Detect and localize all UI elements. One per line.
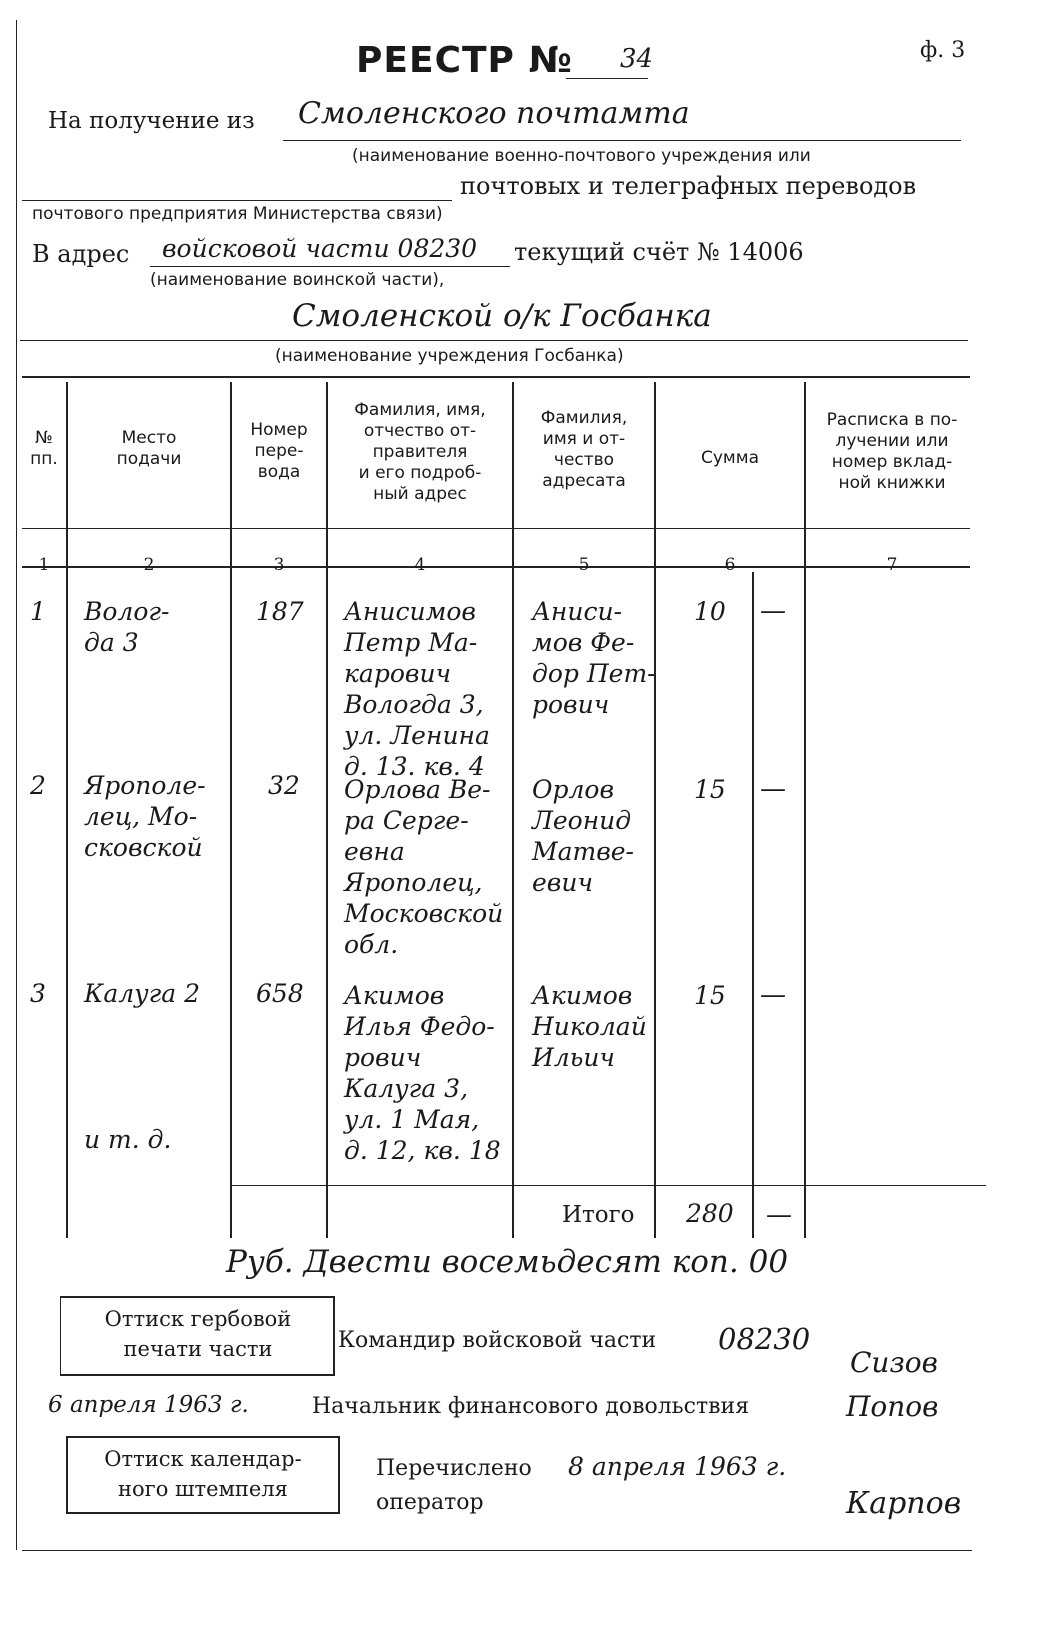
document-date: 6 апреля 1963 г. <box>48 1392 249 1418</box>
etc-note: и т. д. <box>84 1125 172 1154</box>
header-recipient: Фамилия, имя и от- чество адресата <box>540 408 628 491</box>
address-unit: войсковой части 08230 <box>162 234 478 263</box>
register-number: 34 <box>620 44 654 74</box>
page-left-border <box>16 20 17 1550</box>
row-1-recipient: Аниси- мов Фе- дор Пет- рович <box>532 597 656 719</box>
bank-name: Смоленской о/к Госбанка <box>292 298 712 334</box>
header-transfer-no: Номер пере- вода <box>250 420 308 482</box>
row-2-num: 2 <box>30 771 46 800</box>
row-3-recipient: Акимов Николай Ильич <box>532 981 647 1072</box>
from-caption-1: (наименование военно-почтового учреждения или <box>352 146 811 166</box>
row-2-transfer-no: 32 <box>268 771 300 800</box>
total-kop: — <box>766 1200 792 1230</box>
col-divider-4 <box>512 382 514 1238</box>
row-1-sender: Анисимов Петр Ма- карович Вологда 3, ул. Ленина д. 13. кв. 4 <box>344 597 490 781</box>
total-label: Итого <box>562 1202 635 1228</box>
col-divider-1 <box>66 382 68 1238</box>
transferred-date: 8 апреля 1963 г. <box>568 1452 787 1481</box>
amount-in-words: Руб. Двести восемьдесят коп. 00 <box>226 1244 789 1280</box>
column-number: 2 <box>143 555 155 575</box>
total-rub: 280 <box>686 1199 734 1228</box>
page-bottom-border <box>22 1550 972 1551</box>
row-1-amount-kop: — <box>760 596 786 626</box>
col-divider-3 <box>326 382 328 1238</box>
bank-underline <box>20 340 968 341</box>
header-amount: Сумма <box>701 448 759 468</box>
row-1-amount-rub: 10 <box>694 597 726 626</box>
row-3-transfer-no: 658 <box>256 979 304 1008</box>
form-code: ф. 3 <box>920 38 966 63</box>
row-3-amount-kop: — <box>760 980 786 1010</box>
column-number: 1 <box>38 555 50 575</box>
row-3-amount-rub: 15 <box>694 981 726 1010</box>
table-top-border <box>22 376 970 378</box>
address-prefix: В адрес <box>32 240 130 268</box>
column-number: 6 <box>724 555 736 575</box>
account-label: текущий счёт № 14006 <box>514 238 804 266</box>
row-1-place: Волог- да 3 <box>84 597 170 657</box>
from-prefix: На получение из <box>48 108 255 134</box>
address-caption: (наименование воинской части), <box>150 270 445 290</box>
row-1-transfer-no: 187 <box>256 597 304 626</box>
col-divider-6 <box>804 382 806 1238</box>
header-num: № пп. <box>30 428 58 469</box>
row-1-num: 1 <box>30 597 46 626</box>
transferred-label: Перечислено <box>376 1456 532 1481</box>
document-title: РЕЕСТР № <box>356 40 573 81</box>
column-number: 5 <box>578 555 590 575</box>
from-underline-2 <box>22 200 452 201</box>
finance-signature: Попов <box>846 1390 939 1423</box>
column-number: 3 <box>273 555 285 575</box>
col-divider-rub-kop <box>752 572 754 1238</box>
header-place: Место подачи <box>116 428 182 469</box>
header-receipt: Расписка в по- лучении или номер вклад- ной книжки <box>826 410 958 493</box>
stamp-box-postmark-text: Оттиск календар- ного штемпеля <box>104 1447 302 1501</box>
row-2-amount-kop: — <box>760 774 786 804</box>
commander-unit: 08230 <box>718 1322 811 1356</box>
column-number: 4 <box>414 555 426 575</box>
stamp-box-seal-text: Оттиск гербовой печати части <box>104 1307 292 1361</box>
bank-caption: (наименование учреждения Госбанка) <box>275 346 624 366</box>
register-number-underline <box>566 78 648 79</box>
address-underline <box>150 266 510 267</box>
from-caption-2: почтового предприятия Министерства связи) <box>32 204 443 224</box>
commander-signature: Сизов <box>850 1346 938 1379</box>
finance-label: Начальник финансового довольствия <box>312 1394 750 1419</box>
commander-label: Командир войсковой части <box>338 1328 657 1353</box>
rows-end-line <box>232 1185 986 1186</box>
row-2-recipient: Орлов Леонид Матве- евич <box>532 775 635 897</box>
operator-signature: Карпов <box>846 1486 962 1521</box>
row-3-num: 3 <box>30 979 46 1008</box>
transfer-type: почтовых и телеграфных переводов <box>460 172 917 200</box>
row-2-sender: Орлова Ве- ра Серге- евна Ярополец, Московской обл. <box>344 775 504 959</box>
col-divider-5 <box>654 382 656 1238</box>
row-3-sender: Акимов Илья Федо- рович Калуга 3, ул. 1 Мая, д. 12, кв. 18 <box>344 981 501 1165</box>
header-sender: Фамилия, имя, отчество от- правителя и его подроб- ный адрес <box>354 400 486 504</box>
column-number: 7 <box>886 555 898 575</box>
operator-label: оператор <box>376 1490 484 1515</box>
from-post-office: Смоленского почтамта <box>298 96 690 131</box>
row-2-amount-rub: 15 <box>694 775 726 804</box>
from-underline <box>283 140 961 141</box>
row-3-place: Калуга 2 <box>84 979 201 1008</box>
col-divider-2 <box>230 382 232 1238</box>
row-2-place: Ярополе- лец, Мо- сковской <box>84 771 206 862</box>
header-divider <box>22 528 970 529</box>
